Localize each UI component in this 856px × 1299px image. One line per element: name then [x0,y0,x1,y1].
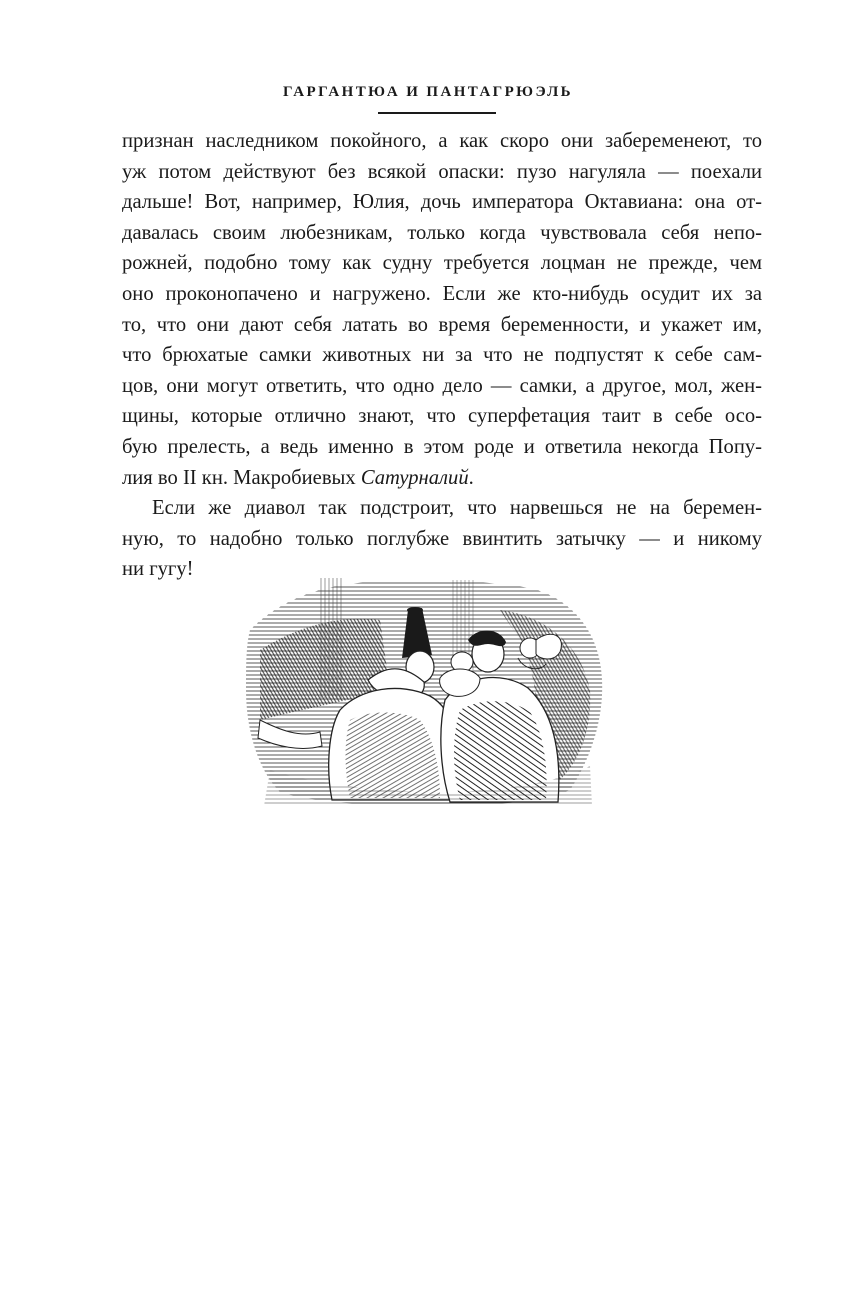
text-line: цов, они могут ответить, что одно дело — самки, а другое, мол, жен- [122,374,762,397]
text-line: что брюхатые самки животных ни за что не подпустят к себе сам- [122,344,762,367]
text-fragment: лия во II кн. Макробиевых [122,466,361,489]
body-text [122,126,762,585]
text-line: рожней, подобно тому как судну требуется лоцман не прежде, чем [122,252,762,275]
text-line-final [122,463,762,494]
text-line: то, что они дают себя латать во время беременности, и укажет им, [122,313,762,336]
running-head-rule [378,112,496,114]
text-line: признан наследником покойного, а как скоро они забеременеют, то [122,130,762,152]
engraving-illustration [240,570,610,810]
text-line: дальше! Вот, например, Юлия, дочь императора Октавиана: она от- [122,191,762,214]
text-line: оно проконопачено и нагружено. Если же кто-нибудь осудит их за [122,282,762,305]
text-line: щины, которые отлично знают, что суперфетация таит в себе осо- [122,405,762,428]
book-title-italic: Сатурналий [360,466,469,489]
text-fragment: . [468,466,474,489]
text-line: бую прелесть, а ведь именно в этом роде и ответила некогда Попу- [122,435,762,458]
text-line: уж потом действуют без всякой опаски: пузо нагуляла — поехали [122,160,762,183]
text-line: ни гугу! [122,558,194,581]
text-line: Если же диавол так подстроит, что нарвешься не на беремен- [152,497,762,520]
text-line: ную, то надобно только поглубже ввинтить затычку — и никому [122,527,762,550]
running-head: ГАРГАНТЮА И ПАНТАГРЮЭЛЬ [282,84,573,100]
text-line: давалась своим любезникам, только когда чувствовала себя непо- [122,221,762,244]
